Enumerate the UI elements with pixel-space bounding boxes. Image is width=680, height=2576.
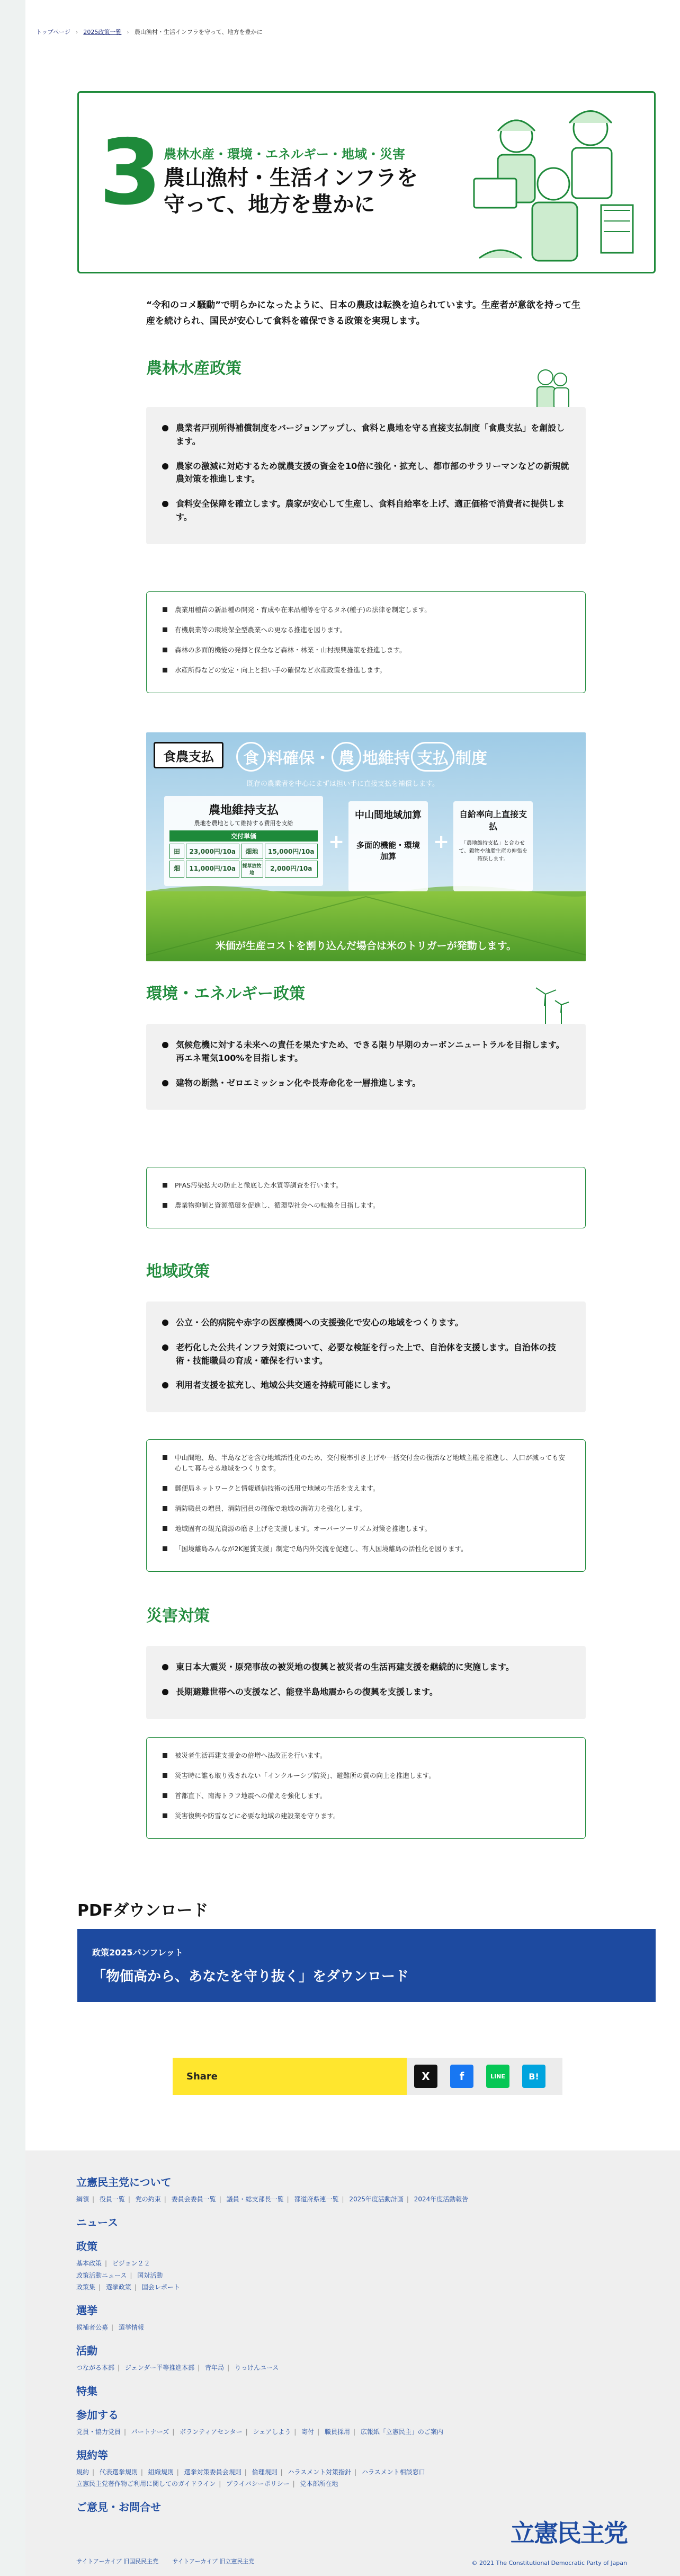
breadcrumb-list-link[interactable]: 2025政策一覧 bbox=[83, 29, 122, 36]
shokuno-payment-infographic bbox=[146, 732, 586, 961]
bullet-icon bbox=[162, 1042, 168, 1048]
footer-link[interactable]: パートナーズ bbox=[131, 2428, 169, 2436]
archive-link[interactable]: サイトアーカイブ 旧国民民主党 bbox=[76, 2558, 159, 2565]
title-line-1: 農山漁村・生活インフラを bbox=[164, 166, 418, 190]
archive-link[interactable]: サイトアーカイブ 旧立憲民主党 bbox=[172, 2558, 255, 2565]
square-bullet-icon bbox=[163, 1773, 167, 1778]
footer-contact-heading[interactable]: ご意見・お問合せ bbox=[76, 2501, 161, 2514]
square-bullet-icon bbox=[163, 1506, 167, 1511]
intro-text: “令和のコメ騒動”で明らかになったように、日本の農政は転換を迫られています。生産者が意欲を持って生産を続けられ、国民が安心して食料を確保できる政策を実現します。 bbox=[146, 300, 580, 326]
party-logo[interactable]: 立憲民主党 bbox=[511, 2519, 627, 2547]
environment-main-points bbox=[146, 1024, 586, 1110]
square-bullet-icon bbox=[163, 627, 167, 632]
sub-point: 森林の多面的機能の発揮と保全など森林・林業・山村振興施策を推進します。 bbox=[163, 645, 569, 656]
footer-link[interactable]: 候補者公募 bbox=[76, 2324, 109, 2332]
main-point: 東日本大震災・原発事故の被災地の復興と被災者の生活再建支援を継続的に実施します。 bbox=[162, 1661, 570, 1674]
footer-link[interactable]: 選挙情報 bbox=[118, 2324, 144, 2332]
policy-kicker: 農林水産・環境・エネルギー・地域・災害 bbox=[164, 147, 405, 162]
footer-link[interactable]: 役員一覧 bbox=[99, 2196, 125, 2203]
footer-link[interactable]: プライバシーポリシー bbox=[226, 2480, 290, 2488]
section-title-regional: 地域政策 bbox=[146, 1262, 210, 1281]
footer-link[interactable]: 党員・協力党員 bbox=[76, 2428, 121, 2436]
copyright: © 2021 The Constitutional Democratic Party of Japan bbox=[471, 2560, 627, 2566]
facebook-share-icon[interactable]: f bbox=[450, 2065, 473, 2088]
footer-link[interactable]: 広報紙「立憲民主」のご案内 bbox=[360, 2428, 443, 2436]
main-point: 農家の激減に対応するため就農支援の資金を10倍に強化・拡充し、都市部のサラリーマンなどの新規就農対策を推進します。 bbox=[162, 460, 570, 486]
section-title-disaster: 災害対策 bbox=[146, 1607, 210, 1625]
rate-table: 田 23,000円/10a 畑地 15,000円/10a 畑 11,000円/10a 採草放牧地 2,000円/10a bbox=[169, 844, 318, 878]
square-bullet-icon bbox=[163, 1486, 167, 1491]
plus-icon: + bbox=[433, 831, 450, 853]
footer-link[interactable]: ハラスメント相談窓口 bbox=[361, 2468, 425, 2476]
sub-point: 「国境離島みんなが2K運賃支援」制定で島内外交流を促進し、有人国境離島の活性化を図ります。 bbox=[163, 1544, 569, 1554]
bullet-icon bbox=[162, 1382, 168, 1388]
bullet-icon bbox=[162, 1664, 168, 1670]
footer-rules-heading[interactable]: 規約等 bbox=[76, 2448, 108, 2462]
pdf-download-label: 「物価高から、あなたを守り抜く」をダウンロード bbox=[92, 1969, 409, 1985]
footer-news-heading[interactable]: ニュース bbox=[76, 2216, 118, 2229]
footer-about-heading[interactable]: 立憲民主党について bbox=[76, 2176, 172, 2189]
footer-link[interactable]: 選挙対策委員会規則 bbox=[184, 2468, 241, 2476]
bullet-icon bbox=[162, 1344, 168, 1351]
square-bullet-icon bbox=[163, 1183, 167, 1188]
main-point: 気候危機に対する未来への責任を果たすため、できる限り早期のカーボンニュートラルを目指します。再エネ電気100%を目指します。 bbox=[162, 1039, 570, 1065]
footer-link[interactable]: 職員採用 bbox=[325, 2428, 351, 2436]
main-point: 公立・公的病院や赤字の医療機関への支援強化で安心の地域をつくります。 bbox=[162, 1316, 570, 1330]
breadcrumb-home-link[interactable]: トップページ bbox=[36, 29, 71, 36]
sub-point: 水産所得などの安定・向上と担い手の確保など水産政策を推進します。 bbox=[163, 665, 569, 676]
farmland-payment-box: 農地維持支払 農地を農地として維持する費用を支給 交付単価 田 23,000円/10a 畑地 15,000円/10a 畑 11,000円/10a 採草放牧地 2,000円/10a bbox=[164, 796, 323, 886]
footer-link[interactable]: 青年局 bbox=[205, 2363, 225, 2371]
square-bullet-icon bbox=[163, 1546, 167, 1551]
footer-archive-links bbox=[76, 2557, 254, 2565]
footer-link[interactable]: 委員会委員一覧 bbox=[171, 2196, 216, 2203]
disaster-main-points bbox=[146, 1646, 586, 1719]
footer-link[interactable]: 党本部所在地 bbox=[300, 2480, 338, 2488]
sub-point: 被災者生活再建支援金の倍増へ法改正を行います。 bbox=[163, 1750, 569, 1761]
footer-link[interactable]: 立憲民主党著作物ご利用に関してのガイドライン bbox=[76, 2480, 216, 2488]
breadcrumb-current: 農山漁村・生活インフラを守って、地方を豊かに bbox=[134, 29, 263, 36]
footer-link[interactable]: 規約 bbox=[76, 2468, 90, 2476]
footer-link[interactable]: 政策集 bbox=[76, 2283, 96, 2291]
pdf-download-small: 政策2025パンフレット bbox=[92, 1948, 183, 1958]
bullet-icon bbox=[162, 1320, 168, 1326]
footer-link[interactable]: 代表選挙規則 bbox=[99, 2468, 138, 2476]
main-point: 建物の断熱・ゼロエミッション化や長寿命化を一層推進します。 bbox=[162, 1077, 570, 1090]
footer-policy-links: 基本政策 | ビジョン２２ 政策活動ニュース | 国対活動 政策集 | 選挙政策 | 国会レポート bbox=[76, 2259, 180, 2291]
footer-link[interactable]: 組織規則 bbox=[148, 2468, 174, 2476]
sub-point: PFAS汚染拡大の防止と徹底した水質等調査を行います。 bbox=[163, 1180, 569, 1191]
sub-point: 農業物抑制と資源循環を促進し、循環型社会への転換を目指します。 bbox=[163, 1200, 569, 1211]
self-sufficiency-box: 自給率向上直接支払 「農地維持支払」と合わせて、穀物や油脂生産の伸張を確保します。 bbox=[453, 801, 533, 891]
square-bullet-icon bbox=[163, 1455, 167, 1460]
main-point: 食料安全保障を確立します。農家が安心して生産し、食料自給率を上げ、適正価格で消費者に提供します。 bbox=[162, 498, 570, 524]
footer-link[interactable]: 2025年度活動計画 bbox=[349, 2196, 404, 2203]
sub-point: 災害時に誰も取り残されない「インクルーシブ防災」、避難所の質の向上を推進します。 bbox=[163, 1771, 569, 1781]
footer-election-heading[interactable]: 選挙 bbox=[76, 2304, 97, 2317]
footer-feature-heading[interactable]: 特集 bbox=[76, 2384, 97, 2397]
section-title-environment: 環境・エネルギー政策 bbox=[146, 985, 305, 1003]
footer-policy-heading[interactable]: 政策 bbox=[76, 2239, 97, 2253]
disaster-sub-points bbox=[146, 1737, 586, 1839]
plus-icon: + bbox=[328, 831, 345, 853]
bullet-icon bbox=[162, 425, 168, 431]
main-point: 長期避難世帯への支援など、能登半島地震からの復興を支援します。 bbox=[162, 1686, 570, 1699]
share-buttons bbox=[407, 2058, 562, 2095]
footer-join-links: 党員・協力党員 | パートナーズ | ボランティアセンター | シェアしよう | 寄付 | 職員採用 | 広報紙「立憲民主」のご案内 bbox=[76, 2428, 443, 2436]
main-point: 利用者支援を拡充し、地域公共交通を持続可能にします。 bbox=[162, 1379, 570, 1392]
sub-point: 首都直下、南海トラフ地震への備えを強化します。 bbox=[163, 1791, 569, 1801]
page-title bbox=[164, 165, 418, 218]
footer-link[interactable]: 寄付 bbox=[301, 2428, 315, 2436]
footer-link[interactable]: 倫理規則 bbox=[252, 2468, 278, 2476]
regional-main-points bbox=[146, 1302, 586, 1412]
square-bullet-icon bbox=[163, 607, 167, 612]
square-bullet-icon bbox=[163, 648, 167, 652]
square-bullet-icon bbox=[163, 1813, 167, 1818]
regional-sub-points bbox=[146, 1439, 586, 1572]
environment-sub-points bbox=[146, 1167, 586, 1228]
footer-link[interactable]: つながる本部 bbox=[76, 2363, 115, 2371]
breadcrumb bbox=[36, 28, 263, 36]
farmers-illustration bbox=[469, 99, 638, 268]
mountain-area-box: 中山間地域加算 多面的機能・環境加算 bbox=[348, 801, 428, 891]
footer-link[interactable]: 議員・総支部長一覧 bbox=[226, 2196, 284, 2203]
banner-footnote: 米価が生産コストを割り込んだ場合は米のトリガーが発動します。 bbox=[215, 940, 517, 952]
banner-headline: 食 料確保・ 農 地維持 支払 制度 bbox=[236, 742, 487, 772]
share-label: Share bbox=[173, 2058, 407, 2095]
agriculture-sub-points bbox=[146, 591, 586, 693]
title-line-2: 守って、地方を豊かに bbox=[164, 192, 375, 217]
footer-rules-links: 規約 | 代表選挙規則 | 組織規則 | 選挙対策委員会規則 | 倫理規則 | ハラスメント対策指針 | ハラスメント相談窓口 立憲民主党著作物ご利用に関してのガイドライン | プライバシーポリシー | 党本部所在地 bbox=[76, 2468, 425, 2488]
footer-link[interactable]: 2024年度活動報告 bbox=[414, 2196, 469, 2203]
footer-link[interactable]: ハラスメント対策指針 bbox=[288, 2468, 352, 2476]
pdf-download-heading: PDFダウンロード bbox=[77, 1901, 209, 1920]
footer-link[interactable]: 党の約束 bbox=[135, 2196, 161, 2203]
footer-link[interactable]: 綱領 bbox=[76, 2196, 90, 2203]
policy-hero bbox=[77, 91, 656, 273]
footer-link[interactable]: 選挙政策 bbox=[105, 2283, 131, 2291]
sub-point: 農業用種苗の新品種の開発・育成や在来品種等を守るタネ(種子)の法律を制定します。 bbox=[163, 605, 569, 615]
footer-join-heading[interactable]: 参加する bbox=[76, 2408, 119, 2421]
chevron-right-icon: › bbox=[76, 28, 78, 36]
footer-election-links: 候補者公募 | 選挙情報 bbox=[76, 2324, 144, 2332]
line-share-icon[interactable]: LINE bbox=[486, 2065, 509, 2088]
hatena-share-icon[interactable]: B! bbox=[522, 2065, 545, 2088]
bullet-icon bbox=[162, 501, 168, 507]
square-bullet-icon bbox=[163, 1753, 167, 1758]
banner-subhead: 既存の農業者を中心にまずは担い手に直接支払を補償します。 bbox=[247, 780, 439, 788]
section-title-agriculture: 農林水産政策 bbox=[146, 359, 241, 378]
footer-activity-links: つながる本部 | ジェンダー平等推進本部 | 青年局 | りっけんユース bbox=[76, 2363, 279, 2371]
sub-point: 消防職員の増員、消防団員の確保で地域の消防力を強化します。 bbox=[163, 1503, 569, 1514]
footer-activity-heading[interactable]: 活動 bbox=[76, 2344, 97, 2357]
badge-label: 食農支払 bbox=[154, 742, 223, 768]
sub-point: 災害復興や防雪などに必要な地域の建設業を守ります。 bbox=[163, 1811, 569, 1821]
footer-link[interactable]: ボランティアセンター bbox=[180, 2428, 243, 2436]
footer-link[interactable]: りっけんユース bbox=[234, 2363, 279, 2371]
footer-link[interactable]: 都道府県連一覧 bbox=[294, 2196, 339, 2203]
square-bullet-icon bbox=[163, 1526, 167, 1531]
policy-number: 3 bbox=[99, 120, 162, 225]
square-bullet-icon bbox=[163, 1793, 167, 1798]
sub-point: 中山間地、島、半島などを含む地域活性化のため、交付税率引き上げや一括交付金の復活など地域主権を推進し、人口が減っても安心して暮らせる地域をつくります。 bbox=[163, 1453, 569, 1474]
sub-point: 郵便局ネットワークと情報通信技術の活用で地域の生活を支えます。 bbox=[163, 1483, 569, 1494]
footer-link[interactable]: シェアしよう bbox=[253, 2428, 291, 2436]
square-bullet-icon bbox=[163, 1203, 167, 1208]
bullet-icon bbox=[162, 463, 168, 470]
sub-point: 有機農業等の環境保全型農業への更なる推進を図ります。 bbox=[163, 625, 569, 635]
chevron-right-icon: › bbox=[127, 28, 129, 36]
footer-link[interactable]: 国会レポート bbox=[141, 2283, 180, 2291]
footer-about-links: 綱領 | 役員一覧 | 党の約束 | 委員会委員一覧 | 議員・総支部長一覧 | 都道府県連一覧 | 2025年度活動計画 | 2024年度活動報告 bbox=[76, 2196, 469, 2203]
bullet-icon bbox=[162, 1080, 168, 1086]
footer-link[interactable]: 国対活動 bbox=[137, 2271, 163, 2279]
pdf-download-button[interactable] bbox=[77, 1929, 656, 2002]
x-share-icon[interactable]: X bbox=[414, 2065, 437, 2088]
agriculture-main-points bbox=[146, 407, 586, 544]
square-bullet-icon bbox=[163, 668, 167, 672]
main-point: 農業者戸別所得補償制度をバージョンアップし、食料と農地を守る直接支払制度「食農支払」を創設します。 bbox=[162, 422, 570, 448]
footer-link[interactable]: ジェンダー平等推進本部 bbox=[124, 2363, 195, 2371]
sub-point: 地域固有の観光資源の磨き上げを支援します。オーバーツーリズム対策を推進します。 bbox=[163, 1524, 569, 1534]
main-point: 老朽化した公共インフラ対策について、必要な検証を行った上で、自治体を支援します。自治体の技術・技能職員の育成・確保を行います。 bbox=[162, 1341, 570, 1368]
bullet-icon bbox=[162, 1689, 168, 1695]
footer-link[interactable]: 基本政策 bbox=[76, 2259, 102, 2267]
site-footer bbox=[25, 2150, 680, 2576]
footer-link[interactable]: 政策活動ニュース bbox=[76, 2271, 127, 2279]
footer-link[interactable]: ビジョン２２ bbox=[112, 2259, 150, 2267]
